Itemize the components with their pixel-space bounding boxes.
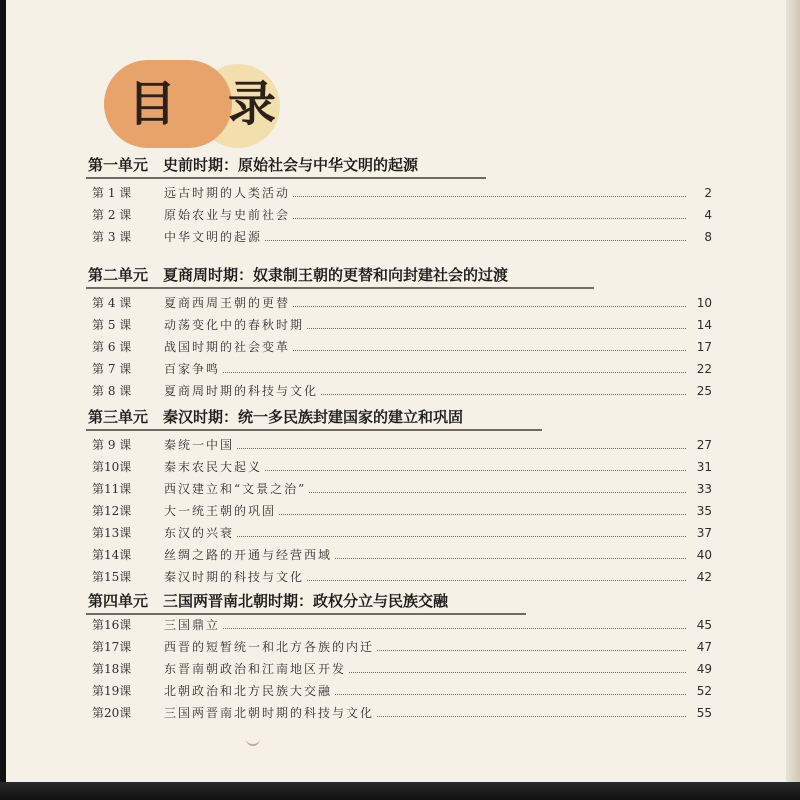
lesson-title: 秦统一中国 <box>164 435 236 455</box>
page-number: 2 <box>686 183 712 203</box>
page-edge-right <box>786 0 800 800</box>
lesson-number: 第 5 课 <box>92 318 132 332</box>
lesson-number: 第15课 <box>92 570 132 584</box>
page-number: 10 <box>686 293 712 313</box>
lesson-number: 第 7 课 <box>92 362 132 376</box>
lesson-row[interactable] <box>92 501 712 521</box>
page-number: 25 <box>686 381 712 401</box>
lesson-number: 第14课 <box>92 548 132 562</box>
lesson-row[interactable] <box>92 523 712 543</box>
page-number: 45 <box>686 615 712 635</box>
page-number: 55 <box>686 703 712 723</box>
lesson-row[interactable] <box>92 205 712 225</box>
lesson-row[interactable] <box>92 381 712 401</box>
lesson-row[interactable] <box>92 315 712 335</box>
lesson-row[interactable] <box>92 659 712 679</box>
dot-leader <box>164 536 688 537</box>
unit-1-header: 第一单元 史前时期：原始社会与中华文明的起源 <box>88 156 419 174</box>
page-number: 31 <box>686 457 712 477</box>
lesson-title: 原始农业与史前社会 <box>164 205 292 225</box>
page-number: 22 <box>686 359 712 379</box>
page-ornament <box>246 738 260 746</box>
lesson-number: 第 2 课 <box>92 208 132 222</box>
page-number: 8 <box>686 227 712 247</box>
dot-leader <box>164 448 688 449</box>
lesson-title: 西晋的短暂统一和北方各族的内迁 <box>164 637 376 657</box>
lesson-title: 三国鼎立 <box>164 615 222 635</box>
lesson-title: 战国时期的社会变革 <box>164 337 292 357</box>
lesson-row[interactable] <box>92 227 712 247</box>
lesson-number: 第 6 课 <box>92 340 132 354</box>
page-number: 14 <box>686 315 712 335</box>
lesson-row[interactable] <box>92 545 712 565</box>
lesson-row[interactable] <box>92 457 712 477</box>
lesson-number: 第 8 课 <box>92 384 132 398</box>
lesson-title: 大一统王朝的巩固 <box>164 501 278 521</box>
page-number: 27 <box>686 435 712 455</box>
lesson-number: 第10课 <box>92 460 132 474</box>
page-number: 49 <box>686 659 712 679</box>
lesson-number: 第11课 <box>92 482 132 496</box>
lesson-title: 三国两晋南北朝时期的科技与文化 <box>164 703 376 723</box>
page-number: 52 <box>686 681 712 701</box>
page-number: 4 <box>686 205 712 225</box>
lesson-row[interactable] <box>92 293 712 313</box>
lesson-title: 动荡变化中的春秋时期 <box>164 315 306 335</box>
lesson-title: 西汉建立和“文景之治” <box>164 479 308 499</box>
lesson-number: 第18课 <box>92 662 132 676</box>
lesson-number: 第19课 <box>92 684 132 698</box>
lesson-title: 远古时期的人类活动 <box>164 183 292 203</box>
lesson-title: 东晋南朝政治和江南地区开发 <box>164 659 348 679</box>
lesson-row[interactable] <box>92 637 712 657</box>
lesson-title: 百家争鸣 <box>164 359 222 379</box>
dot-leader <box>164 628 688 629</box>
lesson-number: 第 9 课 <box>92 438 132 452</box>
lesson-row[interactable] <box>92 435 712 455</box>
lesson-row[interactable] <box>92 359 712 379</box>
lesson-number: 第 4 课 <box>92 296 132 310</box>
lesson-title: 夏商西周王朝的更替 <box>164 293 292 313</box>
lesson-title: 秦末农民大起义 <box>164 457 264 477</box>
lesson-number: 第16课 <box>92 618 132 632</box>
scan-edge-bottom <box>0 782 800 800</box>
unit-2-underline <box>86 287 594 289</box>
lesson-number: 第17课 <box>92 640 132 654</box>
lesson-number: 第20课 <box>92 706 132 720</box>
toc-title-char-1: 目 <box>128 76 177 132</box>
unit-3-underline <box>86 429 542 431</box>
lesson-number: 第13课 <box>92 526 132 540</box>
scan-edge-left <box>0 0 6 800</box>
page-number: 47 <box>686 637 712 657</box>
lesson-row[interactable] <box>92 703 712 723</box>
unit-2-header: 第二单元 夏商周时期：奴隶制王朝的更替和向封建社会的过渡 <box>88 266 509 284</box>
unit-1-underline <box>86 177 486 179</box>
lesson-title: 丝绸之路的开通与经营西域 <box>164 545 334 565</box>
lesson-row[interactable] <box>92 479 712 499</box>
lesson-title: 北朝政治和北方民族大交融 <box>164 681 334 701</box>
lesson-title: 东汉的兴衰 <box>164 523 236 543</box>
toc-title-badge <box>104 60 314 150</box>
page-number: 37 <box>686 523 712 543</box>
lesson-title: 夏商周时期的科技与文化 <box>164 381 320 401</box>
unit-4-header: 第四单元 三国两晋南北朝时期：政权分立与民族交融 <box>88 592 449 610</box>
page-number: 33 <box>686 479 712 499</box>
lesson-row[interactable] <box>92 337 712 357</box>
unit-3-header: 第三单元 秦汉时期：统一多民族封建国家的建立和巩固 <box>88 408 464 426</box>
lesson-row[interactable] <box>92 681 712 701</box>
lesson-row[interactable] <box>92 183 712 203</box>
dot-leader <box>164 372 688 373</box>
lesson-number: 第12课 <box>92 504 132 518</box>
lesson-title: 秦汉时期的科技与文化 <box>164 567 306 587</box>
page-number: 42 <box>686 567 712 587</box>
page-number: 35 <box>686 501 712 521</box>
page-number: 40 <box>686 545 712 565</box>
lesson-title: 中华文明的起源 <box>164 227 264 247</box>
lesson-row[interactable] <box>92 615 712 635</box>
toc-title-char-2: 录 <box>228 76 277 132</box>
lesson-number: 第 3 课 <box>92 230 132 244</box>
lesson-row[interactable] <box>92 567 712 587</box>
page-number: 17 <box>686 337 712 357</box>
lesson-number: 第 1 课 <box>92 186 132 200</box>
